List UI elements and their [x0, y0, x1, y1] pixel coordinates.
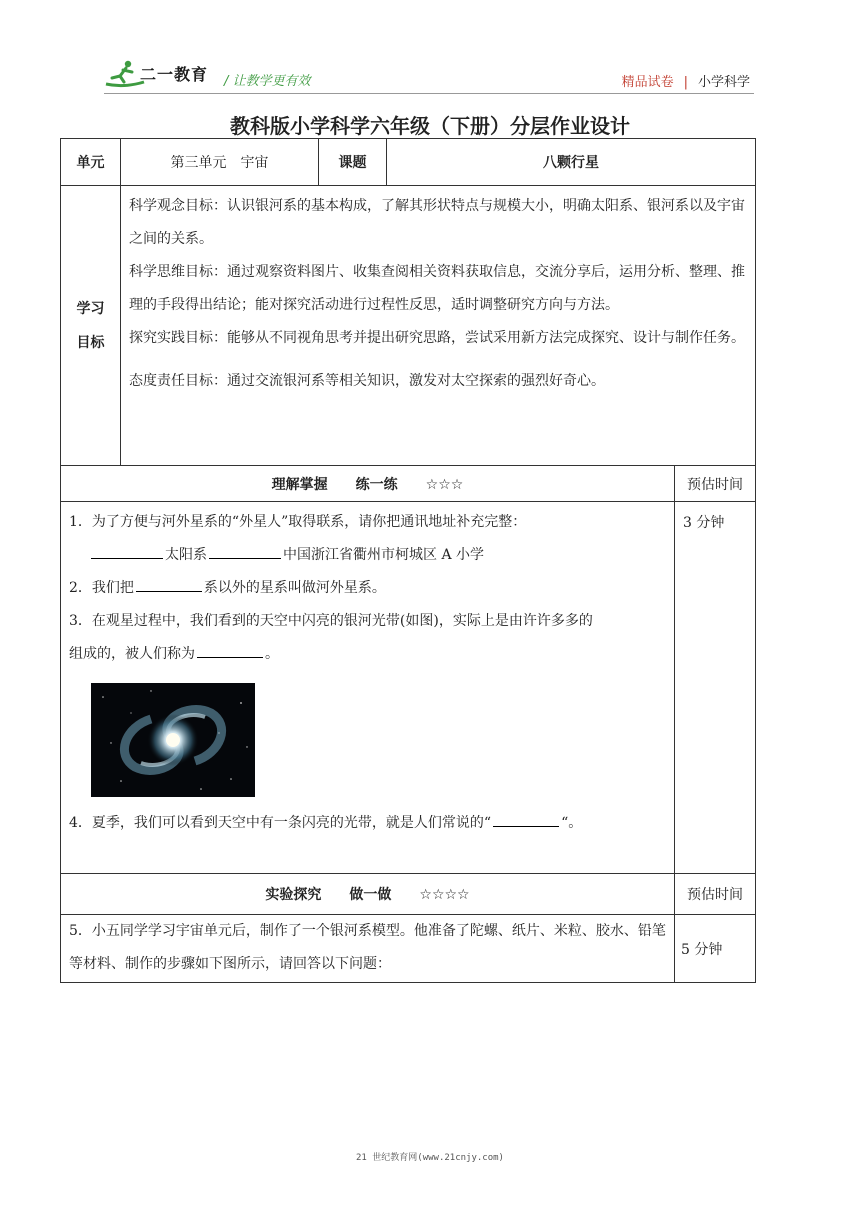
section2-time-value: 5 分钟 [675, 915, 756, 983]
section1-stars: ☆☆☆ [425, 476, 464, 493]
q1-part-b: 中国浙江省衢州市柯城区 A 小学 [283, 547, 485, 563]
section1-time-label: 预估时间 [675, 466, 756, 502]
goal-practice: 探究实践目标：能够从不同视角思考并提出研究思路，尝试采用新方法完成探究、设计与制作任务。 [129, 330, 745, 346]
logo-text: 二一教育 [140, 65, 209, 84]
section1-header-row [61, 466, 756, 502]
info-row [61, 139, 756, 186]
page-header [0, 0, 860, 100]
worksheet-table [60, 138, 756, 983]
section2-header-row [61, 874, 756, 915]
section1-questions [61, 502, 675, 874]
lesson-label: 课题 [319, 139, 387, 186]
q3-pre: 组成的，被人们称为 [69, 646, 195, 662]
galaxy-image [91, 683, 255, 797]
question-2 [69, 572, 668, 605]
goals-content [121, 186, 756, 466]
brand-separator: | [683, 75, 688, 90]
blank-1a[interactable] [91, 544, 163, 559]
document-title: 教科版小学科学六年级（下册）分层作业设计 [230, 114, 630, 138]
unit-label: 单元 [61, 139, 121, 186]
section1-content-row [61, 502, 756, 874]
goals-label-line2: 目标 [76, 334, 105, 351]
question-3-line1: 3．在观星过程中，我们看到的天空中闪亮的银河光带(如图)，实际上是由许许多多的 [69, 613, 593, 629]
section2-time-label: 预估时间 [675, 874, 756, 915]
page-footer: 21 世纪教育网(www.21cnjy.com) [356, 1153, 504, 1163]
section1-name: 理解掌握 [271, 476, 328, 493]
blank-3[interactable] [197, 643, 263, 658]
question-1-address [69, 539, 668, 572]
section2-questions [61, 915, 675, 983]
section2-name: 实验探究 [265, 887, 322, 903]
question-3-line2 [69, 638, 668, 671]
blank-2[interactable] [136, 577, 202, 592]
slogan: / 让教学更有效 [224, 74, 311, 89]
q4-pre: 4．夏季，我们可以看到天空中有一条闪亮的光带，就是人们常说的“ [69, 815, 492, 831]
section1-time-value: 3 分钟 [675, 502, 756, 874]
question-5: 5．小五同学学习宇宙单元后，制作了一个银河系模型。他准备了陀螺、纸片、米粒、胶水、铅笔等材料、制作的步骤如下图所示，请回答以下问题： [69, 923, 666, 972]
brand-left: 精品试卷 [621, 75, 674, 90]
section1-sub: 练一练 [355, 476, 398, 493]
goal-thinking: 科学思维目标：通过观察资料图片、收集查阅相关资料获取信息，交流分享后，运用分析、整理、推理的手段得出结论；能对探究活动进行过程性反思，适时调整研究方向与方法。 [129, 264, 745, 313]
q1-part-a: 太阳系 [165, 547, 207, 563]
section2-content-row [61, 915, 756, 983]
goals-label-line1: 学习 [76, 300, 105, 317]
blank-1b[interactable] [209, 544, 281, 559]
q2-post: 系以外的星系叫做河外星系。 [203, 580, 386, 596]
question-1: 1．为了方便与河外星系的“外星人”取得联系，请你把通讯地址补充完整： [69, 514, 527, 530]
goal-concept: 科学观念目标：认识银河系的基本构成，了解其形状特点与规模大小，明确太阳系、银河系以及宇宙之间的关系。 [129, 198, 745, 247]
section2-heading [61, 874, 675, 915]
q2-pre: 2．我们把 [69, 580, 134, 596]
brand-label [622, 71, 750, 90]
blank-4[interactable] [493, 812, 559, 827]
goals-label [61, 186, 121, 466]
lesson-title: 八颗行星 [387, 139, 756, 186]
question-4 [69, 807, 668, 840]
section2-stars: ☆☆☆☆ [419, 887, 470, 903]
goals-row [61, 186, 756, 466]
section2-sub: 做一做 [349, 887, 392, 903]
unit-value: 第三单元 宇宙 [121, 139, 319, 186]
q4-post: “。 [561, 815, 583, 831]
section1-heading [61, 466, 675, 502]
q3-post: 。 [265, 646, 279, 662]
goal-attitude: 态度责任目标：通过交流银河系等相关知识，激发对太空探索的强烈好奇心。 [129, 373, 605, 389]
header-divider [104, 93, 754, 94]
brand-right: 小学科学 [697, 75, 750, 90]
